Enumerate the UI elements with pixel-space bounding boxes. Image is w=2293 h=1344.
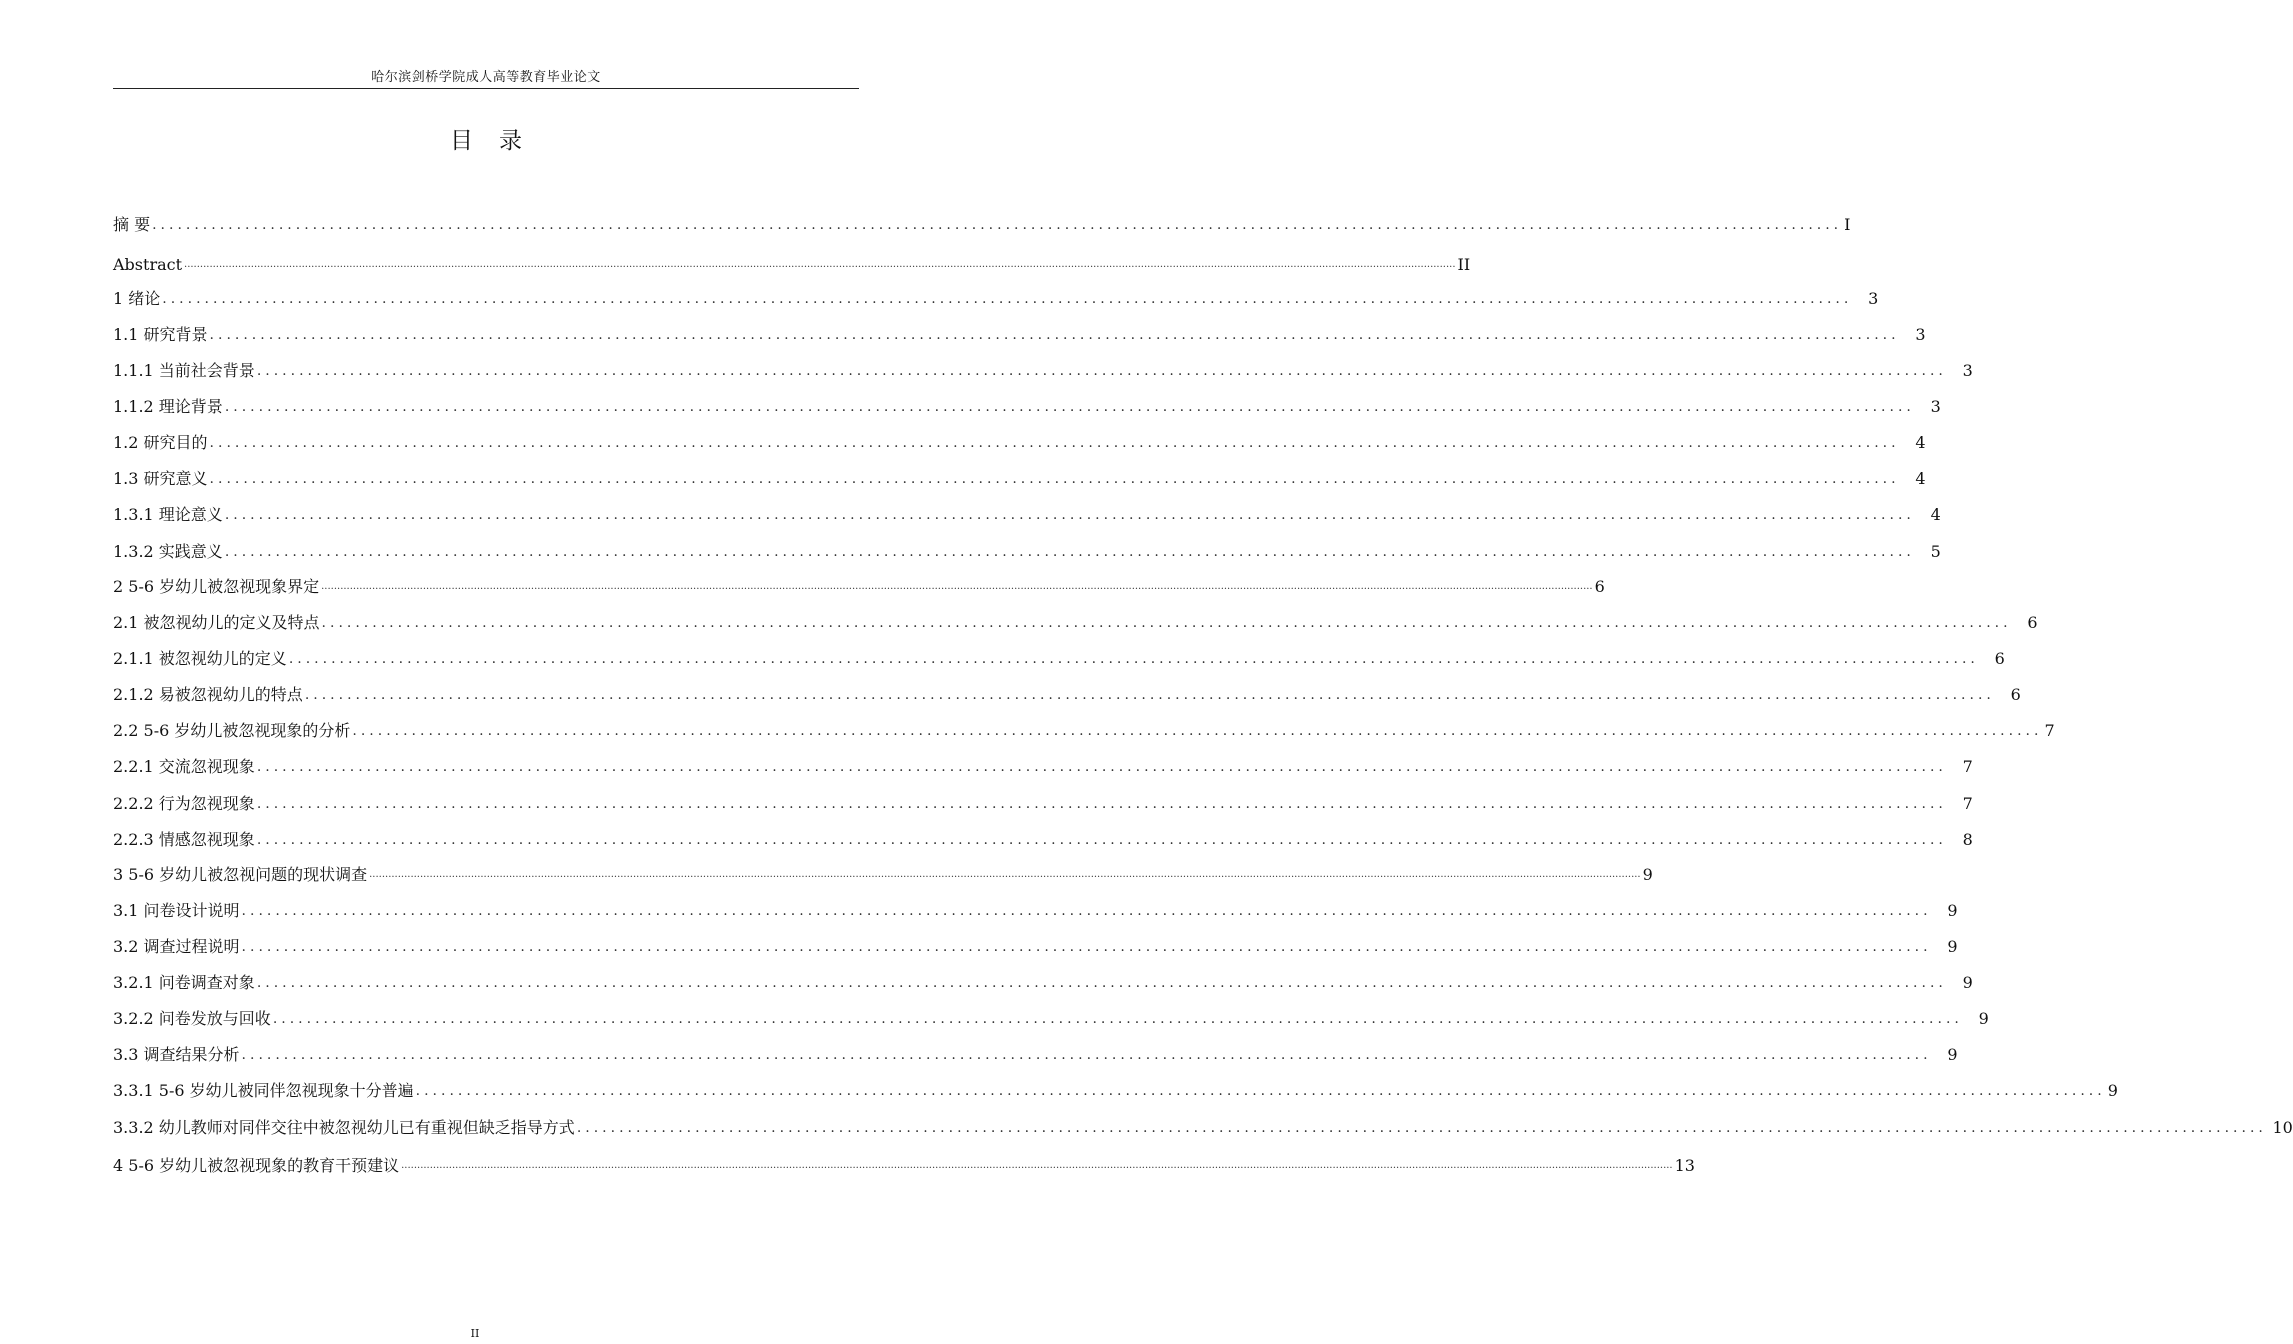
toc-entry[interactable] [113, 1076, 2118, 1106]
toc-entry[interactable] [113, 932, 1958, 962]
toc-entry-label: 摘 要 [113, 215, 151, 234]
toc-entry-label: 2.1 被忽视幼儿的定义及特点 [113, 613, 320, 632]
toc-entry-page: 9 [1947, 901, 1958, 920]
toc-entry[interactable] [113, 428, 1926, 458]
toc-entry-label: 2 5-6 岁幼儿被忽视现象界定 [113, 577, 320, 596]
toc-entry-page: 8 [1962, 830, 1973, 849]
toc-entry[interactable] [113, 1113, 2293, 1143]
toc-entry[interactable] [113, 789, 1973, 819]
toc-entry-label: 3 5-6 岁幼儿被忽视问题的现状调查 [113, 865, 368, 884]
toc-entry[interactable] [113, 320, 1926, 350]
toc-entry[interactable] [113, 752, 1973, 782]
toc-entry[interactable] [113, 284, 1879, 314]
toc-dot-leader: ........................................................................................................................................................................................................ [352, 723, 2043, 739]
toc-entry[interactable] [113, 825, 1973, 855]
toc-entry-label: 2.1.1 被忽视幼儿的定义 [113, 649, 287, 668]
toc-entry[interactable] [113, 392, 1941, 422]
toc-dot-leader: ........................................................................................................................................................................................................ [256, 975, 1947, 991]
toc-entry-label: 1.1.1 当前社会背景 [113, 361, 255, 380]
toc-dot-leader: ........................................................................................................................................................................................................ [209, 435, 1900, 451]
toc-dot-leader: ........................................................................................................................................................................................................ [224, 544, 1915, 560]
toc-entry-page: 6 [1994, 649, 2005, 668]
toc-entry-page: 3 [1930, 397, 1941, 416]
toc-entry-label: 1.3.1 理论意义 [113, 505, 223, 524]
toc-dot-leader: ........................................................................................................................................................................................................ [321, 615, 2012, 631]
toc-entry-page: 7 [1962, 794, 1973, 813]
toc-entry[interactable] [113, 500, 1941, 530]
toc-entry[interactable] [113, 1151, 1695, 1181]
toc-entry-label: 2.2.1 交流忽视现象 [113, 757, 255, 776]
toc-entry-page: 9 [1962, 973, 1973, 992]
toc-entry-page: 9 [1947, 1045, 1958, 1064]
toc-dot-leader: ........................................................................................................................................................................................................ [256, 759, 1947, 775]
toc-entry[interactable] [113, 680, 2021, 710]
toc-entry-page: 9 [1947, 937, 1958, 956]
toc-entry-page: 9 [1978, 1009, 1989, 1028]
toc-dot-leader: ........................................................................................................................................................................................................ [304, 687, 1995, 703]
toc-entry-label: 3.3.1 5-6 岁幼儿被同伴忽视现象十分普遍 [113, 1081, 414, 1100]
toc-entry-label: 2.2.3 情感忽视现象 [113, 830, 255, 849]
toc-entry-label: 3.3 调查结果分析 [113, 1045, 240, 1064]
toc-title: 目录 [450, 128, 548, 154]
toc-entry[interactable] [113, 1004, 1989, 1034]
toc-dot-leader: ........................................................................................................................................................................................................ [209, 327, 1900, 343]
footer-page-number: II [470, 1327, 480, 1340]
toc-dot-leader: ........................................................................................................................................................................................................ [256, 796, 1947, 812]
toc-entry-label: 1.3.2 实践意义 [113, 542, 223, 561]
toc-entry-page: 9 [2107, 1081, 2118, 1100]
toc-entry-label: 1.3 研究意义 [113, 469, 208, 488]
toc-dot-leader: ........................................................................................................................................................................................................ [288, 651, 1979, 667]
toc-entry-page: 3 [1962, 361, 1973, 380]
toc-entry[interactable] [113, 968, 1973, 998]
toc-entry-label: 2.2 5-6 岁幼儿被忽视现象的分析 [113, 721, 351, 740]
toc-dot-leader: ........................................................................................................................................................................................................ [162, 291, 1853, 307]
toc-entry-page: 13 [1674, 1156, 1695, 1175]
toc-entry[interactable] [113, 572, 1605, 602]
toc-entry-page: I [1844, 215, 1851, 234]
toc-entry-page: 3 [1915, 325, 1926, 344]
toc-entry-label: Abstract [113, 255, 183, 274]
toc-entry-page: 7 [2044, 721, 2055, 740]
toc-entry-page: 3 [1868, 289, 1879, 308]
toc-entry-page: 6 [1594, 577, 1605, 596]
toc-entry-label: 1.1.2 理论背景 [113, 397, 223, 416]
toc-dot-leader: ................................................................................................................................................................................................................................................................................................................................................................................................................ [401, 1160, 1673, 1171]
toc-entry-label: 3.3.2 幼儿教师对同伴交往中被忽视幼儿已有重视但缺乏指导方式 [113, 1118, 575, 1137]
toc-entry-label: 3.2 调查过程说明 [113, 937, 240, 956]
toc-entry-page: 4 [1915, 469, 1926, 488]
toc-entry-page: 4 [1930, 505, 1941, 524]
toc-entry[interactable] [113, 608, 2038, 638]
toc-dot-leader: ........................................................................................................................................................................................................ [241, 939, 1932, 955]
toc-entry[interactable] [113, 250, 1471, 280]
toc-dot-leader: ........................................................................................................................................................................................................ [256, 363, 1947, 379]
toc-dot-leader: ........................................................................................................................................................................................................ [576, 1120, 2267, 1136]
toc-entry[interactable] [113, 716, 2055, 746]
toc-entry-page: II [1457, 255, 1471, 274]
toc-entry-label: 3.2.2 问卷发放与回收 [113, 1009, 271, 1028]
toc-dot-leader: ........................................................................................................................................................................................................ [209, 471, 1900, 487]
toc-entry[interactable] [113, 356, 1973, 386]
toc-entry-label: 1 绪论 [113, 289, 161, 308]
toc-dot-leader: ................................................................................................................................................................................................................................................................................................................................................................................................................ [321, 581, 1593, 592]
toc-entry[interactable] [113, 1040, 1958, 1070]
toc-entry-page: 4 [1915, 433, 1926, 452]
toc-entry[interactable] [113, 644, 2005, 674]
header-rule [113, 88, 859, 89]
toc-entry-page: 6 [2027, 613, 2038, 632]
toc-dot-leader: ........................................................................................................................................................................................................ [241, 903, 1932, 919]
toc-dot-leader: ................................................................................................................................................................................................................................................................................................................................................................................................................ [369, 869, 1641, 880]
toc-entry-page: 9 [1642, 865, 1653, 884]
toc-dot-leader: ........................................................................................................................................................................................................ [256, 832, 1947, 848]
toc-dot-leader: ........................................................................................................................................................................................................ [272, 1011, 1963, 1027]
toc-entry-label: 4 5-6 岁幼儿被忽视现象的教育干预建议 [113, 1156, 400, 1175]
toc-entry[interactable] [113, 464, 1926, 494]
toc-entry[interactable] [113, 537, 1941, 567]
toc-entry[interactable] [113, 210, 1851, 240]
toc-entry[interactable] [113, 860, 1653, 890]
toc-dot-leader: ................................................................................................................................................................................................................................................................................................................................................................................................................ [184, 259, 1456, 270]
toc-dot-leader: ........................................................................................................................................................................................................ [224, 399, 1915, 415]
toc-entry-label: 2.2.2 行为忽视现象 [113, 794, 255, 813]
toc-entry-page: 6 [2010, 685, 2021, 704]
toc-entry-label: 3.2.1 问卷调查对象 [113, 973, 255, 992]
toc-dot-leader: ........................................................................................................................................................................................................ [152, 217, 1843, 233]
toc-entry-page: 10 [2272, 1118, 2293, 1137]
toc-entry-label: 2.1.2 易被忽视幼儿的特点 [113, 685, 303, 704]
toc-entry-label: 1.1 研究背景 [113, 325, 208, 344]
running-header: 哈尔滨剑桥学院成人高等教育毕业论文 [371, 70, 601, 85]
toc-dot-leader: ........................................................................................................................................................................................................ [415, 1083, 2106, 1099]
toc-dot-leader: ........................................................................................................................................................................................................ [224, 507, 1915, 523]
toc-entry-page: 7 [1962, 757, 1973, 776]
toc-entry-page: 5 [1930, 542, 1941, 561]
toc-entry-label: 3.1 问卷设计说明 [113, 901, 240, 920]
toc-entry[interactable] [113, 896, 1958, 926]
toc-entry-label: 1.2 研究目的 [113, 433, 208, 452]
toc-dot-leader: ........................................................................................................................................................................................................ [241, 1047, 1932, 1063]
